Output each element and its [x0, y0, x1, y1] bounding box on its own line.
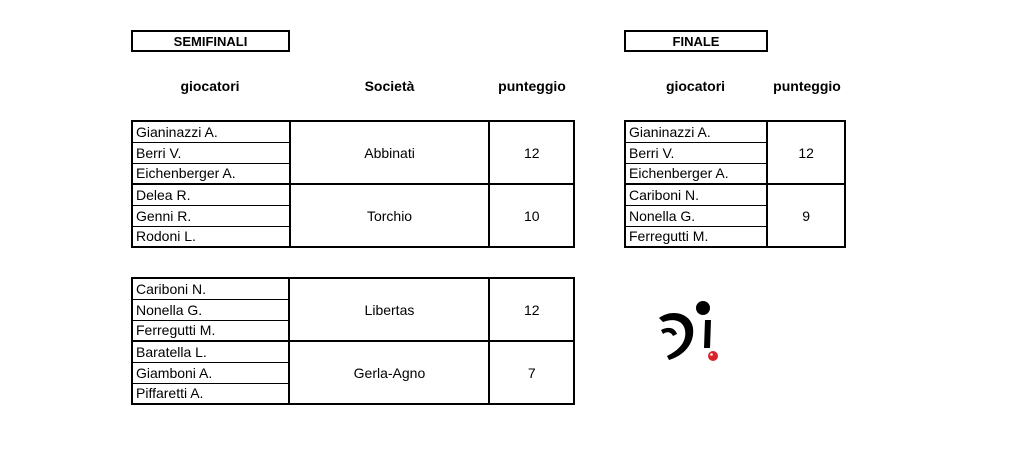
score-value: 10 [489, 184, 574, 247]
player-name: Delea R. [132, 184, 290, 205]
score-value: 12 [489, 278, 574, 341]
player-name: Piffaretti A. [132, 383, 289, 404]
player-name: Cariboni N. [625, 184, 767, 205]
player-name: Ferregutti M. [132, 320, 289, 341]
player-name: Gianinazzi A. [132, 121, 290, 142]
table-row [132, 278, 574, 299]
score-value: 7 [489, 341, 574, 404]
player-name: Eichenberger A. [132, 163, 290, 184]
player-name: Ferregutti M. [625, 226, 767, 247]
bocce-player-icon [655, 300, 727, 364]
player-name: Eichenberger A. [625, 163, 767, 184]
player-name: Rodoni L. [132, 226, 290, 247]
final-header-players: giocatori [665, 78, 726, 94]
semifinal-header-club: Società [364, 78, 415, 94]
player-name: Gianinazzi A. [625, 121, 767, 142]
semifinal-title: SEMIFINALI [131, 30, 290, 52]
table-row [625, 184, 845, 205]
table-row [625, 121, 845, 142]
player-name: Genni R. [132, 205, 290, 226]
player-name: Baratella L. [132, 341, 289, 362]
score-value: 9 [767, 184, 845, 247]
player-name: Nonella G. [132, 299, 289, 320]
club-name: Torchio [290, 184, 490, 247]
score-value: 12 [767, 121, 845, 184]
final-table [624, 120, 846, 248]
club-name: Gerla-Agno [289, 341, 489, 404]
semifinal-table-bottom [131, 277, 575, 405]
player-name: Cariboni N. [132, 278, 289, 299]
table-row [132, 121, 574, 142]
score-value: 12 [489, 121, 574, 184]
final-title: FINALE [624, 30, 768, 52]
player-name: Berri V. [625, 142, 767, 163]
club-name: Abbinati [290, 121, 490, 184]
semifinal-table-top [131, 120, 575, 248]
player-name: Berri V. [132, 142, 290, 163]
semifinal-header-players: giocatori [180, 78, 240, 94]
club-name: Libertas [289, 278, 489, 341]
final-header-score: punteggio [773, 78, 841, 94]
table-row [132, 341, 574, 362]
player-name: Giamboni A. [132, 362, 289, 383]
table-row [132, 184, 574, 205]
player-name: Nonella G. [625, 205, 767, 226]
semifinal-header-score: punteggio [498, 78, 566, 94]
